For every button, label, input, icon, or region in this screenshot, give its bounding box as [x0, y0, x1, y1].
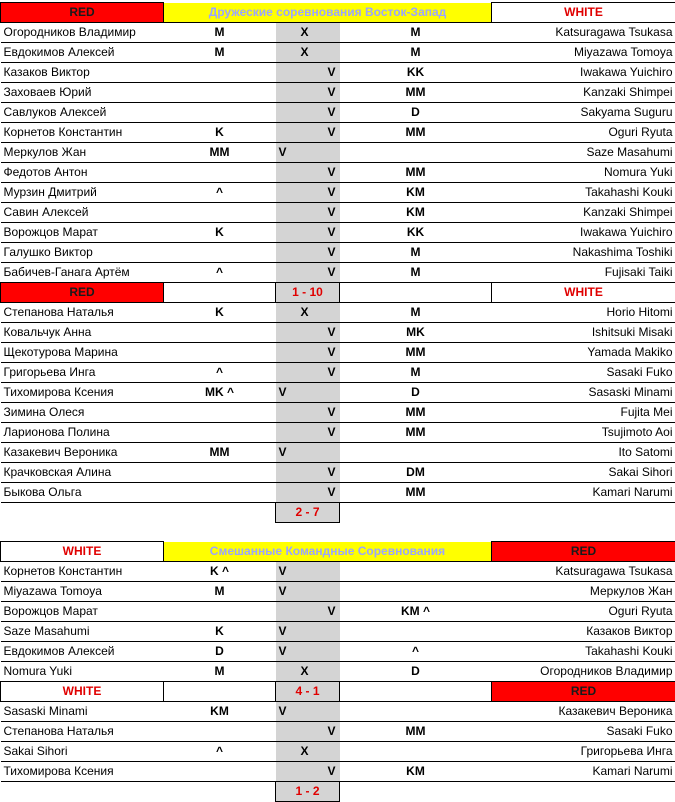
right-player-name[interactable]: Ito Satomi	[492, 443, 675, 463]
left-points[interactable]: K	[164, 123, 276, 143]
match-row	[1, 562, 675, 582]
result-mark-text: V	[327, 183, 335, 202]
right-points[interactable]: ^	[340, 642, 492, 662]
result-mark[interactable]	[276, 43, 340, 63]
match-row	[1, 443, 675, 463]
right-points[interactable]: KM	[340, 183, 492, 203]
left-player-name[interactable]: Заховаев Юрий	[1, 83, 164, 103]
result-mark[interactable]	[276, 483, 340, 503]
left-points[interactable]: ^	[164, 183, 276, 203]
left-points[interactable]	[164, 483, 276, 503]
left-player-name[interactable]: Ворожцов Марат	[1, 223, 164, 243]
result-mark-text: X	[301, 303, 309, 322]
empty-cell[interactable]	[340, 503, 492, 523]
left-team-label[interactable]: WHITE	[1, 542, 164, 562]
result-mark-text: V	[279, 702, 287, 721]
right-player-name[interactable]: Katsuragawa Tsukasa	[492, 562, 675, 582]
left-player-name[interactable]: Ларионова Полина	[1, 423, 164, 443]
match-row	[1, 23, 675, 43]
result-mark-text: V	[279, 642, 287, 661]
final-score[interactable]: 2 - 7	[276, 503, 340, 523]
result-mark[interactable]	[276, 223, 340, 243]
right-points[interactable]	[340, 143, 492, 163]
result-mark[interactable]	[276, 263, 340, 283]
match-row	[1, 63, 675, 83]
left-player-name[interactable]: Быкова Ольга	[1, 483, 164, 503]
result-mark[interactable]	[276, 203, 340, 223]
left-points[interactable]: M	[164, 43, 276, 63]
left-points[interactable]: M	[164, 23, 276, 43]
left-points[interactable]: D	[164, 642, 276, 662]
right-points[interactable]	[340, 742, 492, 762]
match-row	[1, 343, 675, 363]
right-team-label[interactable]: RED	[492, 542, 675, 562]
right-points[interactable]: M	[340, 243, 492, 263]
section4-header	[1, 682, 675, 702]
left-points[interactable]: ^	[164, 263, 276, 283]
right-player-name[interactable]: Kamari Narumi	[492, 762, 675, 782]
right-player-name[interactable]: Iwakawa Yuichiro	[492, 223, 675, 243]
right-points[interactable]: MM	[340, 423, 492, 443]
left-points[interactable]: K	[164, 223, 276, 243]
match-row	[1, 363, 675, 383]
right-points[interactable]: M	[340, 43, 492, 63]
result-mark-text: V	[327, 243, 335, 262]
right-player-name[interactable]: Iwakawa Yuichiro	[492, 63, 675, 83]
empty-cell[interactable]	[340, 283, 492, 303]
left-points[interactable]: ^	[164, 742, 276, 762]
left-player-name[interactable]: Огородников Владимир	[1, 23, 164, 43]
result-mark-text: V	[327, 203, 335, 222]
match-row	[1, 403, 675, 423]
right-player-name[interactable]: Oguri Ryuta	[492, 602, 675, 622]
left-team-label[interactable]: WHITE	[1, 682, 164, 702]
right-points[interactable]	[340, 582, 492, 602]
result-mark-text: V	[327, 163, 335, 182]
score-cell[interactable]: 4 - 1	[276, 682, 340, 702]
right-points[interactable]: KM ^	[340, 602, 492, 622]
match-row	[1, 622, 675, 642]
result-mark-text: V	[279, 562, 287, 581]
result-mark-text: V	[279, 143, 287, 162]
result-mark[interactable]	[276, 63, 340, 83]
match-row	[1, 203, 675, 223]
match-row	[1, 123, 675, 143]
result-mark-text: V	[327, 83, 335, 102]
right-player-name[interactable]: Огородников Владимир	[492, 662, 675, 682]
right-points[interactable]: D	[340, 383, 492, 403]
empty-cell[interactable]	[340, 682, 492, 702]
right-player-name[interactable]: Sasaski Minami	[492, 383, 675, 403]
right-player-name[interactable]: Казакевич Вероника	[492, 702, 675, 722]
right-player-name[interactable]: Saze Masahumi	[492, 143, 675, 163]
right-points[interactable]: KK	[340, 63, 492, 83]
right-points[interactable]: D	[340, 662, 492, 682]
left-points[interactable]	[164, 83, 276, 103]
result-mark[interactable]	[276, 662, 340, 682]
result-mark[interactable]	[276, 403, 340, 423]
match-row	[1, 163, 675, 183]
left-player-name[interactable]: Ворожцов Марат	[1, 602, 164, 622]
left-team-label[interactable]: RED	[1, 3, 164, 23]
result-mark[interactable]	[276, 163, 340, 183]
right-points[interactable]: MK	[340, 323, 492, 343]
left-points[interactable]: MK ^	[164, 383, 276, 403]
empty-cell[interactable]	[1, 503, 164, 523]
result-mark-text: V	[327, 423, 335, 442]
result-mark[interactable]	[276, 443, 340, 463]
result-mark-text: V	[327, 722, 335, 741]
match-row	[1, 483, 675, 503]
left-player-name[interactable]: Зимина Олеся	[1, 403, 164, 423]
right-points[interactable]: MM	[340, 722, 492, 742]
right-player-name[interactable]: Sakai Sihori	[492, 463, 675, 483]
final-score-row	[1, 503, 675, 523]
result-mark[interactable]	[276, 123, 340, 143]
left-player-name[interactable]: Евдокимов Алексей	[1, 43, 164, 63]
result-mark-text: V	[327, 602, 335, 621]
match-row	[1, 263, 675, 283]
left-points[interactable]	[164, 762, 276, 782]
right-points[interactable]	[340, 702, 492, 722]
right-points[interactable]	[340, 562, 492, 582]
result-mark-text: V	[279, 622, 287, 641]
result-mark-text: V	[327, 103, 335, 122]
match-row	[1, 642, 675, 662]
result-mark[interactable]	[276, 23, 340, 43]
result-mark[interactable]	[276, 83, 340, 103]
right-player-name[interactable]: Miyazawa Tomoya	[492, 43, 675, 63]
left-player-name[interactable]: Казаков Виктор	[1, 63, 164, 83]
left-points[interactable]	[164, 722, 276, 742]
result-mark[interactable]	[276, 582, 340, 602]
right-player-name[interactable]: Fujita Mei	[492, 403, 675, 423]
left-player-name[interactable]: Sasaski Minami	[1, 702, 164, 722]
result-mark-text: V	[327, 63, 335, 82]
match-row	[1, 223, 675, 243]
match-row	[1, 143, 675, 163]
match-row	[1, 602, 675, 622]
left-points[interactable]	[164, 203, 276, 223]
left-player-name[interactable]: Степанова Наталья	[1, 303, 164, 323]
result-mark-text: V	[327, 263, 335, 282]
right-points[interactable]: M	[340, 263, 492, 283]
left-points[interactable]: ^	[164, 363, 276, 383]
left-player-name[interactable]: Бабичев-Ганага Артём	[1, 263, 164, 283]
right-points[interactable]: M	[340, 303, 492, 323]
left-player-name[interactable]: Савин Алексей	[1, 203, 164, 223]
result-mark[interactable]	[276, 183, 340, 203]
result-mark-text: V	[279, 443, 287, 462]
left-player-name[interactable]: Sakai Sihori	[1, 742, 164, 762]
match-table	[0, 2, 675, 802]
match-row	[1, 43, 675, 63]
right-team-label[interactable]: WHITE	[492, 283, 675, 303]
left-points[interactable]	[164, 243, 276, 263]
match-row	[1, 662, 675, 682]
result-mark[interactable]	[276, 642, 340, 662]
result-mark-text: X	[301, 43, 309, 62]
section1-header	[1, 3, 675, 23]
left-points[interactable]	[164, 103, 276, 123]
right-player-name[interactable]: Yamada Makiko	[492, 343, 675, 363]
left-player-name[interactable]: Савлуков Алексей	[1, 103, 164, 123]
result-mark[interactable]	[276, 143, 340, 163]
result-mark[interactable]	[276, 702, 340, 722]
result-mark[interactable]	[276, 602, 340, 622]
left-points[interactable]: K	[164, 303, 276, 323]
right-player-name[interactable]: Nomura Yuki	[492, 163, 675, 183]
match-row	[1, 83, 675, 103]
result-mark-text: V	[279, 383, 287, 402]
result-mark[interactable]	[276, 103, 340, 123]
left-player-name[interactable]: Крачковская Алина	[1, 463, 164, 483]
left-player-name[interactable]: Ковальчук Анна	[1, 323, 164, 343]
result-mark[interactable]	[276, 742, 340, 762]
right-player-name[interactable]: Fujisaki Taiki	[492, 263, 675, 283]
right-points[interactable]: M	[340, 363, 492, 383]
result-mark[interactable]	[276, 343, 340, 363]
empty-cell	[492, 523, 675, 542]
empty-cell	[340, 523, 492, 542]
result-mark[interactable]	[276, 303, 340, 323]
section2-header	[1, 283, 675, 303]
empty-cell[interactable]	[164, 503, 276, 523]
left-player-name[interactable]: Miyazawa Tomoya	[1, 582, 164, 602]
left-player-name[interactable]: Федотов Антон	[1, 163, 164, 183]
match-row	[1, 423, 675, 443]
right-points[interactable]: DM	[340, 463, 492, 483]
right-points[interactable]: MM	[340, 123, 492, 143]
left-points[interactable]	[164, 163, 276, 183]
right-player-name[interactable]: Kamari Narumi	[492, 483, 675, 503]
result-mark[interactable]	[276, 323, 340, 343]
right-team-label[interactable]: WHITE	[492, 3, 675, 23]
final-score-row	[1, 782, 675, 802]
left-player-name[interactable]: Казакевич Вероника	[1, 443, 164, 463]
left-team-label[interactable]: RED	[1, 283, 164, 303]
right-player-name[interactable]: Oguri Ryuta	[492, 123, 675, 143]
right-team-label[interactable]: RED	[492, 682, 675, 702]
left-player-name[interactable]: Тихомирова Ксения	[1, 383, 164, 403]
match-row	[1, 742, 675, 762]
right-points[interactable]	[340, 622, 492, 642]
result-mark-text: X	[301, 662, 309, 681]
result-mark[interactable]	[276, 243, 340, 263]
right-points[interactable]: KK	[340, 223, 492, 243]
right-player-name[interactable]: Takahashi Kouki	[492, 642, 675, 662]
left-points[interactable]: K ^	[164, 562, 276, 582]
left-player-name[interactable]: Saze Masahumi	[1, 622, 164, 642]
empty-cell[interactable]	[492, 503, 675, 523]
result-mark[interactable]	[276, 762, 340, 782]
right-player-name[interactable]: Sasaki Fuko	[492, 722, 675, 742]
result-mark[interactable]	[276, 383, 340, 403]
empty-cell	[276, 523, 340, 542]
result-mark[interactable]	[276, 423, 340, 443]
right-points[interactable]: MM	[340, 403, 492, 423]
right-player-name[interactable]: Sasaki Fuko	[492, 363, 675, 383]
right-points[interactable]: MM	[340, 83, 492, 103]
result-mark-text: V	[327, 762, 335, 781]
right-player-name[interactable]: Казаков Виктор	[492, 622, 675, 642]
left-points[interactable]: M	[164, 662, 276, 682]
left-points[interactable]	[164, 343, 276, 363]
left-points[interactable]	[164, 602, 276, 622]
left-player-name[interactable]: Мурзин Дмитрий	[1, 183, 164, 203]
left-player-name[interactable]: Евдокимов Алексей	[1, 642, 164, 662]
match-row	[1, 702, 675, 722]
left-points[interactable]	[164, 403, 276, 423]
section3-header	[1, 542, 675, 562]
result-mark-text: V	[327, 343, 335, 362]
empty-cell	[1, 523, 164, 542]
right-points[interactable]: MM	[340, 483, 492, 503]
spacer-row	[1, 523, 675, 542]
match-row	[1, 582, 675, 602]
competition-title[interactable]: Дружеские соревнования Восток-Запад	[164, 3, 492, 23]
left-player-name[interactable]: Григорьева Инга	[1, 363, 164, 383]
match-row	[1, 243, 675, 263]
left-points[interactable]: MM	[164, 143, 276, 163]
right-points[interactable]: MM	[340, 163, 492, 183]
empty-cell	[164, 523, 276, 542]
empty-cell[interactable]	[164, 782, 276, 802]
empty-cell[interactable]	[492, 782, 675, 802]
left-player-name[interactable]: Корнетов Константин	[1, 123, 164, 143]
match-row	[1, 762, 675, 782]
right-player-name[interactable]: Григорьева Инга	[492, 742, 675, 762]
match-row	[1, 722, 675, 742]
result-mark-text: X	[301, 742, 309, 761]
left-player-name[interactable]: Галушко Виктор	[1, 243, 164, 263]
right-player-name[interactable]: Kanzaki Shimpei	[492, 203, 675, 223]
match-row	[1, 383, 675, 403]
competition-title[interactable]: Смешанные Командные Соревнования	[164, 542, 492, 562]
result-mark-text: X	[301, 23, 309, 42]
left-player-name[interactable]: Щекотурова Марина	[1, 343, 164, 363]
result-mark[interactable]	[276, 622, 340, 642]
left-points[interactable]	[164, 323, 276, 343]
result-mark-text: V	[327, 483, 335, 502]
right-player-name[interactable]: Ishitsuki Misaki	[492, 323, 675, 343]
empty-cell[interactable]	[1, 782, 164, 802]
right-points[interactable]: MM	[340, 343, 492, 363]
right-points[interactable]: KM	[340, 203, 492, 223]
left-points[interactable]	[164, 463, 276, 483]
match-row	[1, 183, 675, 203]
match-row	[1, 463, 675, 483]
right-points[interactable]: KM	[340, 762, 492, 782]
final-score[interactable]: 1 - 2	[276, 782, 340, 802]
right-player-name[interactable]: Nakashima Toshiki	[492, 243, 675, 263]
right-player-name[interactable]: Katsuragawa Tsukasa	[492, 23, 675, 43]
left-points[interactable]: K	[164, 622, 276, 642]
left-player-name[interactable]: Тихомирова Ксения	[1, 762, 164, 782]
result-mark-text: V	[327, 323, 335, 342]
empty-cell[interactable]	[164, 682, 276, 702]
right-player-name[interactable]: Tsujimoto Aoi	[492, 423, 675, 443]
result-mark[interactable]	[276, 363, 340, 383]
result-mark-text: V	[279, 582, 287, 601]
left-points[interactable]: MM	[164, 443, 276, 463]
empty-cell[interactable]	[164, 283, 276, 303]
result-mark-text: V	[327, 123, 335, 142]
result-mark[interactable]	[276, 722, 340, 742]
match-row	[1, 323, 675, 343]
empty-cell[interactable]	[340, 782, 492, 802]
result-mark[interactable]	[276, 463, 340, 483]
left-points[interactable]	[164, 63, 276, 83]
result-mark-text: V	[327, 403, 335, 422]
left-points[interactable]	[164, 423, 276, 443]
left-player-name[interactable]: Корнетов Константин	[1, 562, 164, 582]
left-player-name[interactable]: Степанова Наталья	[1, 722, 164, 742]
right-player-name[interactable]: Horio Hitomi	[492, 303, 675, 323]
result-mark-text: V	[327, 363, 335, 382]
result-mark-text: V	[327, 223, 335, 242]
right-player-name[interactable]: Меркулов Жан	[492, 582, 675, 602]
left-points[interactable]: M	[164, 582, 276, 602]
right-points[interactable]	[340, 443, 492, 463]
match-row	[1, 103, 675, 123]
right-points[interactable]: M	[340, 23, 492, 43]
right-player-name[interactable]: Sakyama Suguru	[492, 103, 675, 123]
score-cell[interactable]: 1 - 10	[276, 283, 340, 303]
left-player-name[interactable]: Меркулов Жан	[1, 143, 164, 163]
result-mark[interactable]	[276, 562, 340, 582]
match-row	[1, 303, 675, 323]
result-mark-text: V	[327, 463, 335, 482]
right-points[interactable]: D	[340, 103, 492, 123]
right-player-name[interactable]: Kanzaki Shimpei	[492, 83, 675, 103]
left-points[interactable]: KM	[164, 702, 276, 722]
left-player-name[interactable]: Nomura Yuki	[1, 662, 164, 682]
right-player-name[interactable]: Takahashi Kouki	[492, 183, 675, 203]
